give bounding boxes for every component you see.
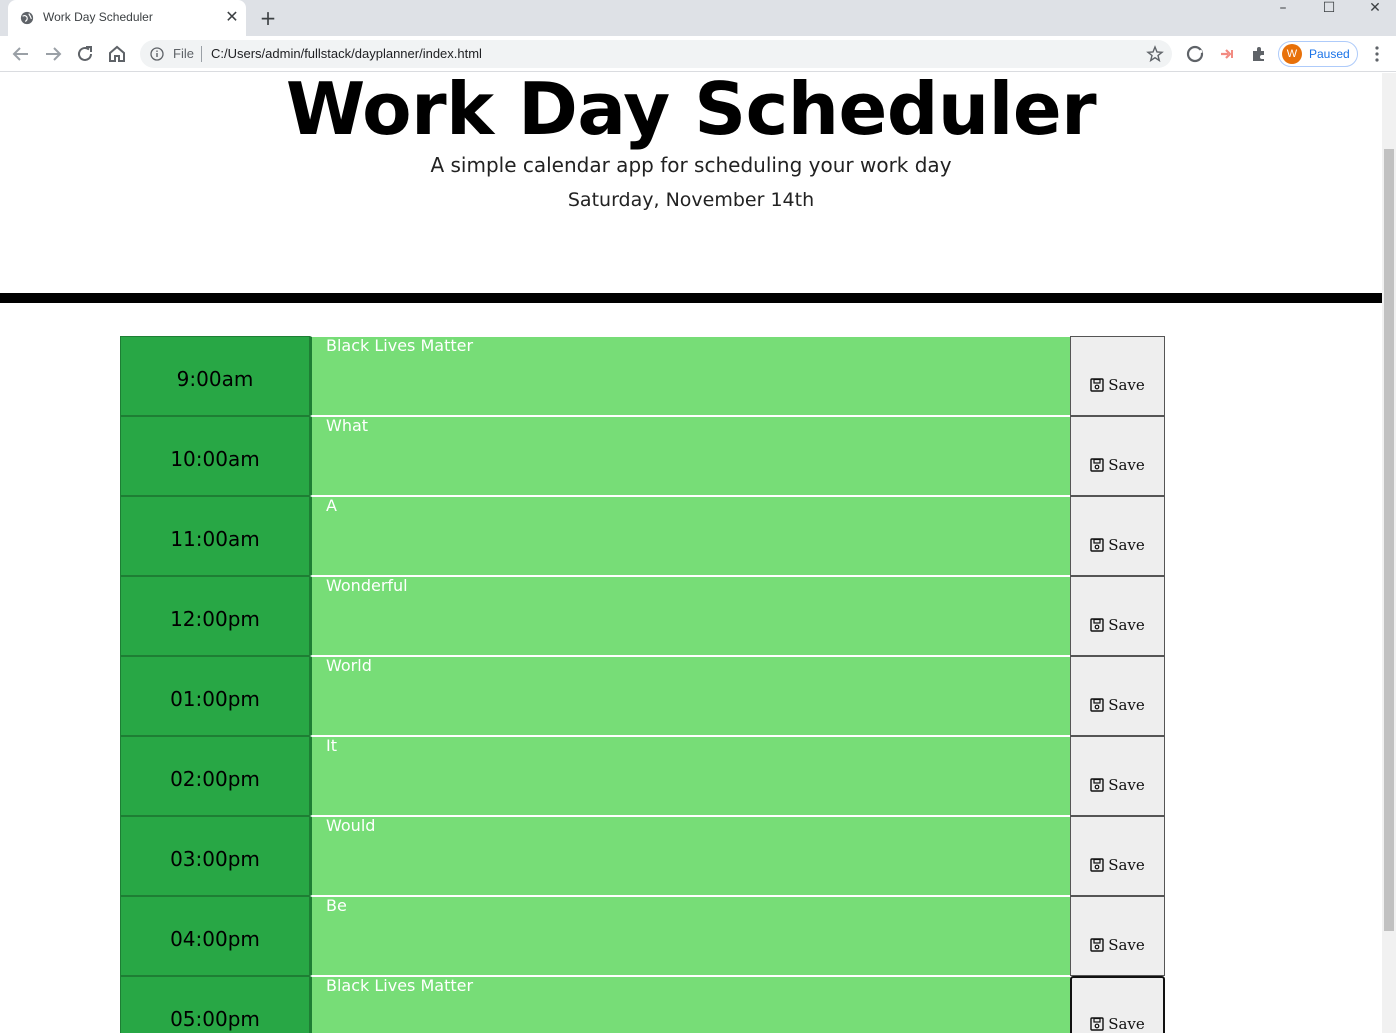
save-button[interactable]	[1070, 496, 1165, 576]
address-bar[interactable]	[140, 40, 1172, 68]
page-viewport	[0, 73, 1382, 1033]
page-lead: A simple calendar app for scheduling your work day	[430, 153, 952, 177]
hour-label: 05:00pm	[120, 976, 310, 1033]
hour-label: 03:00pm	[120, 816, 310, 896]
home-icon[interactable]	[105, 42, 129, 66]
time-block-row	[120, 336, 1165, 416]
save-label: Save	[1108, 616, 1145, 634]
profile-button[interactable]	[1278, 41, 1358, 67]
description-textarea[interactable]: Black Lives Matter	[310, 976, 1070, 1033]
scrollbar-thumb[interactable]	[1384, 149, 1394, 931]
save-button[interactable]	[1070, 736, 1165, 816]
save-icon	[1090, 938, 1104, 952]
browser-toolbar	[0, 36, 1396, 72]
save-icon	[1090, 618, 1104, 632]
save-icon	[1090, 778, 1104, 792]
save-label: Save	[1108, 456, 1145, 474]
hour-label: 9:00am	[120, 336, 310, 416]
save-label: Save	[1108, 376, 1145, 394]
save-button[interactable]	[1070, 576, 1165, 656]
browser-tab[interactable]	[8, 0, 246, 36]
menu-kebab-icon[interactable]	[1370, 45, 1384, 63]
url-text[interactable]: C:/Users/admin/fullstack/dayplanner/index.html	[211, 46, 482, 61]
save-button[interactable]	[1070, 816, 1165, 896]
extension-refresh-icon[interactable]	[1186, 45, 1204, 63]
globe-icon	[20, 11, 34, 25]
forward-icon[interactable]	[41, 42, 65, 66]
planner-container	[120, 336, 1165, 1033]
save-button[interactable]	[1070, 656, 1165, 736]
hour-label: 04:00pm	[120, 896, 310, 976]
description-textarea[interactable]: A	[310, 496, 1070, 576]
save-label: Save	[1108, 696, 1145, 714]
description-textarea[interactable]: What	[310, 416, 1070, 496]
omnibox-divider	[201, 46, 202, 62]
description-textarea[interactable]: Wonderful	[310, 576, 1070, 656]
description-textarea[interactable]: It	[310, 736, 1070, 816]
save-label: Save	[1108, 1015, 1145, 1033]
url-scheme-label: File	[173, 46, 194, 61]
time-block-row	[120, 416, 1165, 496]
hour-label: 01:00pm	[120, 656, 310, 736]
maximize-icon[interactable]: ☐	[1322, 0, 1336, 16]
time-block-row	[120, 896, 1165, 976]
vertical-scrollbar[interactable]	[1382, 73, 1396, 1033]
hour-label: 11:00am	[120, 496, 310, 576]
save-button[interactable]	[1070, 976, 1165, 1033]
hour-label: 10:00am	[120, 416, 310, 496]
save-label: Save	[1108, 936, 1145, 954]
description-textarea[interactable]: Black Lives Matter	[310, 336, 1070, 416]
window-close-icon[interactable]: ✕	[1369, 0, 1381, 16]
time-block-row	[120, 496, 1165, 576]
header-divider	[0, 293, 1382, 303]
profile-status: Paused	[1309, 47, 1350, 61]
save-button[interactable]	[1070, 896, 1165, 976]
hour-label: 02:00pm	[120, 736, 310, 816]
browser-tab-strip	[0, 0, 1396, 36]
save-label: Save	[1108, 776, 1145, 794]
tab-title: Work Day Scheduler	[43, 10, 153, 24]
hour-label: 12:00pm	[120, 576, 310, 656]
save-label: Save	[1108, 536, 1145, 554]
save-icon	[1090, 698, 1104, 712]
new-tab-icon[interactable]: +	[259, 6, 277, 30]
avatar: W	[1282, 44, 1302, 64]
extensions-puzzle-icon[interactable]	[1250, 45, 1268, 63]
time-block-row	[120, 656, 1165, 736]
page-title: Work Day Scheduler	[285, 73, 1097, 151]
save-icon	[1090, 458, 1104, 472]
save-button[interactable]	[1070, 336, 1165, 416]
time-block-row	[120, 736, 1165, 816]
info-icon[interactable]	[150, 47, 164, 61]
time-block-row	[120, 816, 1165, 896]
save-label: Save	[1108, 856, 1145, 874]
save-icon	[1090, 378, 1104, 392]
save-icon	[1090, 858, 1104, 872]
time-block-row	[120, 576, 1165, 656]
save-icon	[1090, 538, 1104, 552]
reload-icon[interactable]	[73, 42, 97, 66]
bookmark-star-icon[interactable]	[1146, 45, 1164, 63]
description-textarea[interactable]: Be	[310, 896, 1070, 976]
close-tab-icon[interactable]: ✕	[225, 7, 239, 26]
minimize-icon[interactable]: –	[1279, 0, 1287, 16]
time-block-row	[120, 976, 1165, 1033]
save-icon	[1090, 1017, 1104, 1031]
save-button[interactable]	[1070, 416, 1165, 496]
current-day: Saturday, November 14th	[567, 189, 815, 211]
description-textarea[interactable]: Would	[310, 816, 1070, 896]
extension-arrow-icon[interactable]	[1218, 45, 1236, 63]
back-icon[interactable]	[9, 42, 33, 66]
description-textarea[interactable]: World	[310, 656, 1070, 736]
